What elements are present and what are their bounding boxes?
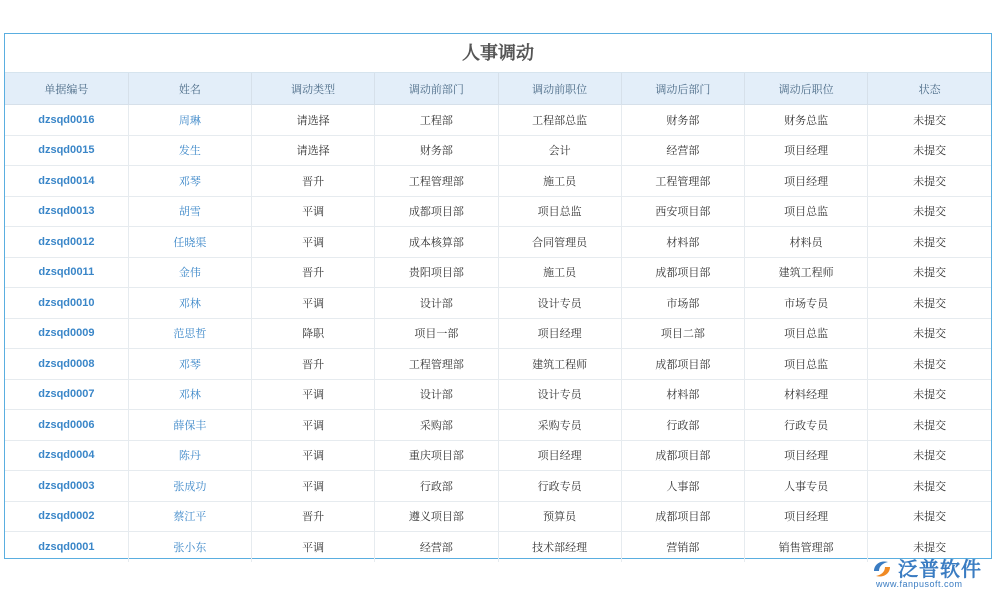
doc-number-link[interactable]: dzsqd0006 [5,410,128,441]
table-row[interactable] [5,410,991,441]
status-cell: 未提交 [868,471,991,502]
dept-before-cell: 财务部 [375,135,498,166]
doc-number-link[interactable]: dzsqd0004 [5,440,128,471]
column-header[interactable]: 调动前部门 [375,73,498,105]
position-after-cell: 项目经理 [745,501,868,532]
status-cell: 未提交 [868,135,991,166]
table-row[interactable] [5,349,991,380]
doc-number-link[interactable]: dzsqd0008 [5,349,128,380]
transfer-type-cell: 晋升 [252,166,375,197]
employee-name-link[interactable]: 张成功 [128,471,251,502]
position-after-cell: 销售管理部 [745,532,868,562]
position-after-cell: 项目总监 [745,196,868,227]
doc-number-link[interactable]: dzsqd0009 [5,318,128,349]
column-header[interactable]: 状态 [868,73,991,105]
dept-before-cell: 成本核算部 [375,227,498,258]
transfer-type-cell: 平调 [252,196,375,227]
position-before-cell: 技术部经理 [498,532,621,562]
transfer-type-cell: 平调 [252,440,375,471]
table-row[interactable] [5,196,991,227]
doc-number-link[interactable]: dzsqd0013 [5,196,128,227]
employee-name-link[interactable]: 范思哲 [128,318,251,349]
logo-text: 泛普软件 [898,559,982,581]
status-cell: 未提交 [868,349,991,380]
employee-name-link[interactable]: 金伟 [128,257,251,288]
dept-before-cell: 遵义项目部 [375,501,498,532]
table-header-row [5,73,991,105]
transfer-type-cell: 降职 [252,318,375,349]
transfer-table [5,73,991,562]
doc-number-link[interactable]: dzsqd0003 [5,471,128,502]
position-before-cell: 行政专员 [498,471,621,502]
dept-after-cell: 材料部 [621,379,744,410]
position-before-cell: 预算员 [498,501,621,532]
position-before-cell: 项目总监 [498,196,621,227]
position-before-cell: 施工员 [498,257,621,288]
position-before-cell: 项目经理 [498,318,621,349]
doc-number-link[interactable]: dzsqd0016 [5,105,128,136]
fanpu-logo-icon [870,557,894,581]
brand-logo [870,553,995,595]
employee-name-link[interactable]: 陈丹 [128,440,251,471]
position-after-cell: 行政专员 [745,410,868,441]
page-title: 人事调动 [5,34,991,73]
transfer-type-cell: 平调 [252,532,375,562]
position-before-cell: 施工员 [498,166,621,197]
employee-name-link[interactable]: 邓林 [128,379,251,410]
dept-after-cell: 财务部 [621,105,744,136]
position-after-cell: 项目总监 [745,349,868,380]
transfer-type-cell: 晋升 [252,257,375,288]
doc-number-link[interactable]: dzsqd0011 [5,257,128,288]
table-row[interactable] [5,288,991,319]
position-after-cell: 人事专员 [745,471,868,502]
dept-before-cell: 贵阳项目部 [375,257,498,288]
employee-name-link[interactable]: 任晓渠 [128,227,251,258]
column-header[interactable]: 姓名 [128,73,251,105]
dept-before-cell: 经营部 [375,532,498,562]
dept-after-cell: 工程管理部 [621,166,744,197]
transfer-type-cell: 晋升 [252,349,375,380]
status-cell: 未提交 [913,541,947,554]
position-after-cell: 市场专员 [745,288,868,319]
table-row[interactable] [5,379,991,410]
table-row[interactable] [5,501,991,532]
status-cell: 未提交 [868,410,991,441]
employee-name-link[interactable]: 张小东 [128,532,251,562]
position-before-cell: 会计 [498,135,621,166]
doc-number-link[interactable]: dzsqd0010 [5,288,128,319]
dept-after-cell: 成都项目部 [621,349,744,380]
status-cell: 未提交 [868,166,991,197]
position-after-cell: 项目经理 [745,166,868,197]
table-row[interactable] [5,440,991,471]
position-after-cell: 财务总监 [745,105,868,136]
status-cell: 未提交 [868,105,991,136]
transfer-type-cell: 晋升 [252,501,375,532]
dept-before-cell: 工程管理部 [375,349,498,380]
transfer-type-cell: 平调 [252,379,375,410]
dept-before-cell: 工程部 [375,105,498,136]
status-cell: 未提交 [868,501,991,532]
doc-number-link[interactable]: dzsqd0001 [5,532,128,562]
transfer-type-cell: 请选择 [252,105,375,136]
dept-after-cell: 人事部 [621,471,744,502]
position-before-cell: 设计专员 [498,288,621,319]
position-after-cell: 建筑工程师 [745,257,868,288]
status-cell: 未提交 [868,288,991,319]
dept-after-cell: 市场部 [621,288,744,319]
transfer-type-cell: 平调 [252,471,375,502]
status-cell: 未提交 [868,227,991,258]
position-before-cell: 合同管理员 [498,227,621,258]
position-after-cell: 材料员 [745,227,868,258]
dept-after-cell: 经营部 [621,135,744,166]
position-before-cell: 采购专员 [498,410,621,441]
transfer-type-cell: 平调 [252,410,375,441]
table-row[interactable] [5,318,991,349]
column-header[interactable]: 调动后职位 [745,73,868,105]
employee-name-link[interactable]: 邓琴 [128,349,251,380]
table-row[interactable] [5,166,991,197]
dept-before-cell: 设计部 [375,288,498,319]
position-before-cell: 项目经理 [498,440,621,471]
column-header[interactable]: 单据编号 [5,73,128,105]
table-row[interactable] [5,532,991,562]
table-row[interactable] [5,135,991,166]
column-header[interactable]: 调动类型 [252,73,375,105]
employee-name-link[interactable]: 周琳 [128,105,251,136]
employee-name-link[interactable]: 邓琴 [128,166,251,197]
dept-after-cell: 成都项目部 [621,501,744,532]
dept-before-cell: 设计部 [375,379,498,410]
transfer-table-panel [4,33,992,559]
employee-name-link[interactable]: 胡雪 [128,196,251,227]
employee-name-link[interactable]: 邓林 [128,288,251,319]
dept-after-cell: 行政部 [621,410,744,441]
dept-before-cell: 工程管理部 [375,166,498,197]
doc-number-link[interactable]: dzsqd0014 [5,166,128,197]
dept-before-cell: 重庆项目部 [375,440,498,471]
table-row[interactable] [5,471,991,502]
position-before-cell: 建筑工程师 [498,349,621,380]
transfer-type-cell: 平调 [252,288,375,319]
table-row[interactable] [5,257,991,288]
status-cell: 未提交 [868,196,991,227]
dept-after-cell: 项目二部 [621,318,744,349]
table-row[interactable] [5,227,991,258]
dept-before-cell: 行政部 [375,471,498,502]
dept-before-cell: 成都项目部 [375,196,498,227]
doc-number-link[interactable]: dzsqd0012 [5,227,128,258]
doc-number-link[interactable]: dzsqd0002 [5,501,128,532]
column-header[interactable]: 调动前职位 [498,73,621,105]
position-after-cell: 材料经理 [745,379,868,410]
dept-after-cell: 成都项目部 [621,257,744,288]
employee-name-link[interactable]: 薛保丰 [128,410,251,441]
table-row[interactable] [5,105,991,136]
dept-after-cell: 西安项目部 [621,196,744,227]
dept-after-cell: 营销部 [621,532,744,562]
status-cell: 未提交 [868,318,991,349]
dept-after-cell: 成都项目部 [621,440,744,471]
position-after-cell: 项目经理 [745,440,868,471]
status-cell: 未提交 [868,440,991,471]
position-before-cell: 工程部总监 [498,105,621,136]
position-after-cell: 项目总监 [745,318,868,349]
position-before-cell: 设计专员 [498,379,621,410]
doc-number-link[interactable]: dzsqd0007 [5,379,128,410]
transfer-type-cell: 请选择 [252,135,375,166]
position-after-cell: 项目经理 [745,135,868,166]
dept-after-cell: 材料部 [621,227,744,258]
employee-name-link[interactable]: 蔡江平 [128,501,251,532]
dept-before-cell: 项目一部 [375,318,498,349]
dept-before-cell: 采购部 [375,410,498,441]
transfer-type-cell: 平调 [252,227,375,258]
employee-name-link[interactable]: 发生 [128,135,251,166]
status-cell: 未提交 [868,379,991,410]
status-cell: 未提交 [868,257,991,288]
logo-url: www.fanpusoft.com [876,579,963,589]
doc-number-link[interactable]: dzsqd0015 [5,135,128,166]
table-body [5,105,991,562]
column-header[interactable]: 调动后部门 [621,73,744,105]
